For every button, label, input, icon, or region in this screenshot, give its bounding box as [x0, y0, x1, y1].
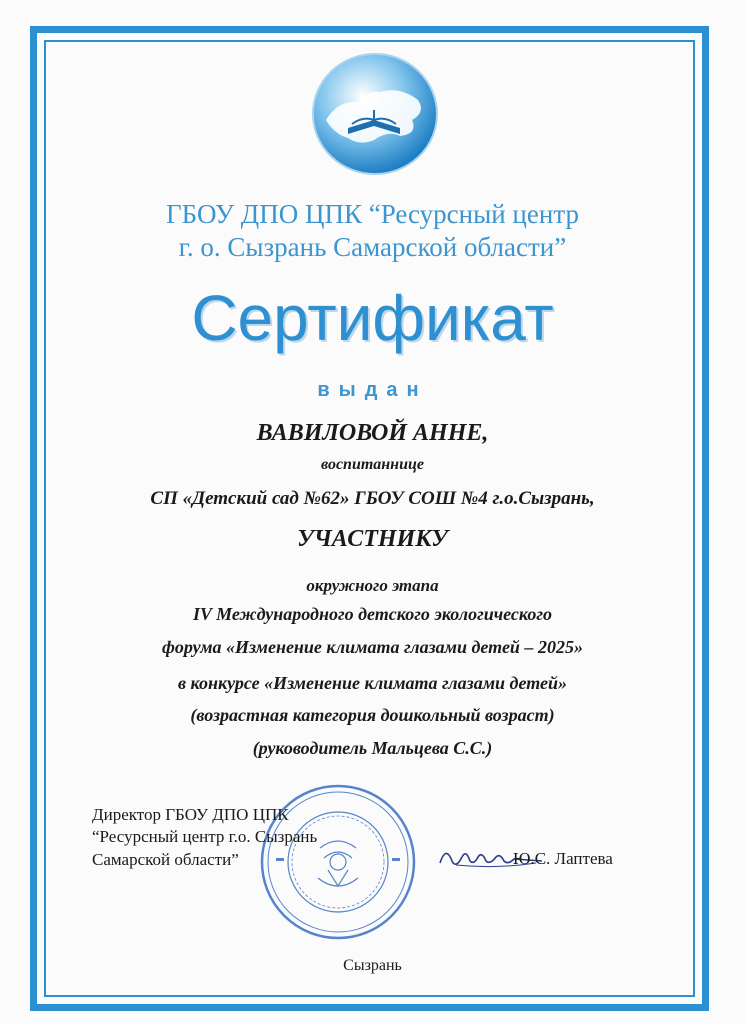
city-name: Сызрань: [343, 957, 402, 974]
issued-label: выдан: [317, 379, 428, 401]
event-line-3: форума «Изменение климата глазами детей – 2025»: [162, 637, 583, 657]
event-line-2: IV Международного детского экологического: [193, 604, 552, 624]
event-line-1: окружного этапа: [306, 576, 439, 595]
event-line-6: (руководитель Мальцева С.С.): [252, 738, 493, 758]
event-line-4: в конкурсе «Изменение климата глазами детей»: [178, 673, 567, 693]
signer-name: Ю.С. Лаптева: [513, 849, 613, 868]
organization-line-1: ГБОУ ДПО ЦПК “Ресурсный центр: [166, 199, 579, 229]
recipient-role: воспитаннице: [321, 456, 424, 473]
recipient-institution: СП «Детский сад №62» ГБОУ СОШ №4 г.о.Сызрань,: [150, 488, 595, 509]
event-line-5: (возрастная категория дошкольный возраст): [190, 705, 555, 725]
organization-line-2: г. о. Сызрань Самарской области”: [178, 232, 567, 262]
director-title-line-2: “Ресурсный центр г.о. Сызрань: [92, 827, 318, 846]
certificate-title: Сертификат: [191, 282, 554, 354]
director-title-line-1: Директор ГБОУ ДПО ЦПК: [92, 805, 289, 824]
globe-book-icon: [308, 50, 442, 178]
director-title-line-3: Самарской области”: [92, 850, 239, 869]
status-label: УЧАСТНИКУ: [297, 526, 448, 552]
recipient-name: ВАВИЛОВОЙ АННЕ,: [256, 420, 489, 446]
